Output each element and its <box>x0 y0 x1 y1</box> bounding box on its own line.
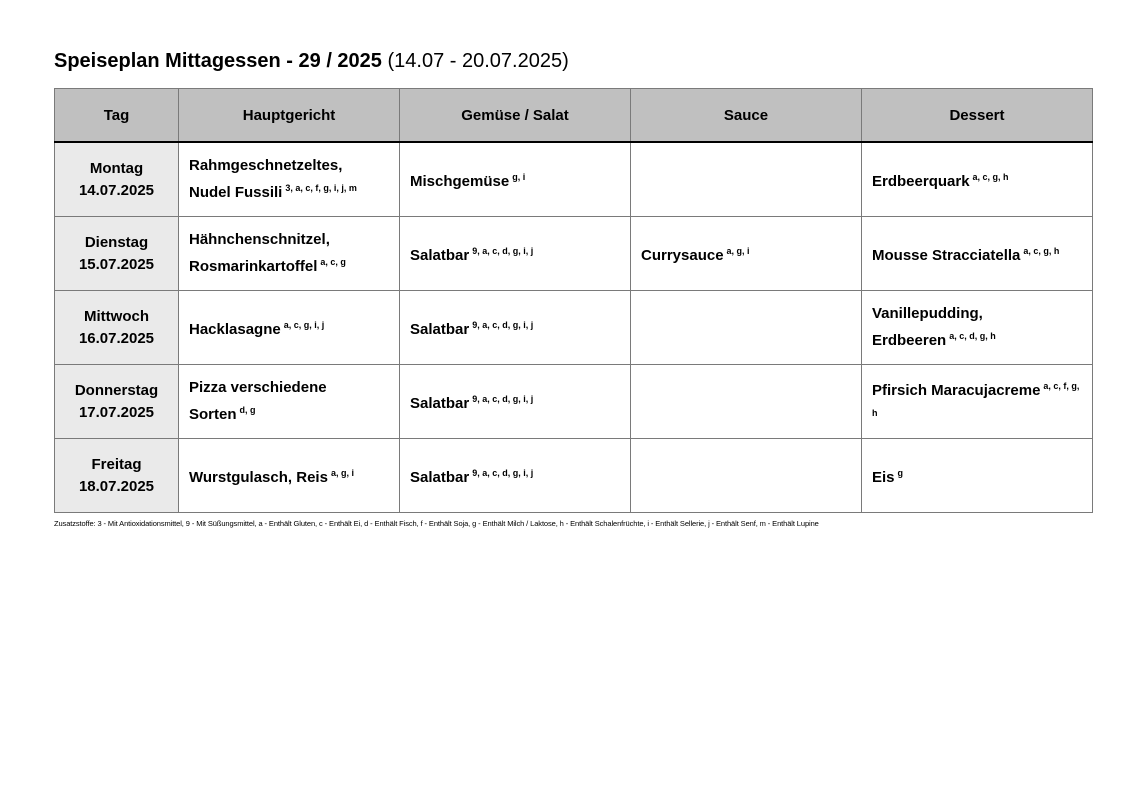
dessert-line1: Eis <box>872 469 895 486</box>
additives-footnote: Zusatzstoffe: 3 - Mit Antioxidationsmittel, 9 - Mit Süßungsmittel, a - Enthält Gluten, c - Enthält Ei, d - Enthält Fisch, f - Enthält Soja, g - Enthält Milch / Laktose, h - Enthält Schalenfrüchte, i - Enthält Sellerie, j - Enthält Senf, m - Enthält Lupine <box>54 519 819 528</box>
main-dish-line1: Hähnchenschnitzel, <box>189 231 330 248</box>
sauce-cell <box>631 217 862 291</box>
sauce-name: Currysauce <box>641 247 724 264</box>
main-dish-line1: Wurstgulasch, Reis <box>189 469 328 486</box>
day-cell <box>55 291 179 365</box>
vegetable-allergens: g, i <box>512 172 526 182</box>
vegetable-cell <box>400 365 631 439</box>
dessert-cell <box>862 365 1093 439</box>
dessert-allergens: g <box>897 468 904 478</box>
table-row <box>55 217 1093 291</box>
day-cell <box>55 142 179 217</box>
day-cell <box>55 439 179 513</box>
table-row <box>55 291 1093 365</box>
title-main: Speiseplan Mittagessen - 29 / 2025 <box>54 50 382 72</box>
title-date-range: (14.07 - 20.07.2025) <box>387 50 569 72</box>
sauce-allergens: a, g, i <box>726 246 750 256</box>
vegetable-allergens: 9, a, c, d, g, i, j <box>472 320 534 330</box>
day-date: 17.07.2025 <box>78 403 155 421</box>
main-dish-line2: Rosmarinkartoffel <box>189 258 318 275</box>
vegetable-cell <box>400 439 631 513</box>
day-name: Montag <box>89 159 144 177</box>
dessert-cell <box>862 291 1093 365</box>
vegetable-name: Salatbar <box>410 247 470 264</box>
dessert-line1: Erdbeerquark <box>872 173 970 190</box>
day-cell <box>55 365 179 439</box>
dessert-line2: Erdbeeren <box>872 332 947 349</box>
table-row <box>55 365 1093 439</box>
main-dish-line2: Sorten <box>189 406 237 423</box>
vegetable-allergens: 9, a, c, d, g, i, j <box>472 246 534 256</box>
day-name: Freitag <box>91 455 142 473</box>
vegetable-cell <box>400 291 631 365</box>
vegetable-cell <box>400 217 631 291</box>
header-row <box>55 89 1093 143</box>
day-name: Mittwoch <box>84 307 149 325</box>
main-dish-allergens: a, g, i <box>330 468 354 478</box>
main-dish-line1: Rahmgeschnetzeltes, <box>189 157 343 174</box>
vegetable-name: Mischgemüse <box>410 173 510 190</box>
table-row <box>55 439 1093 513</box>
main-dish-cell <box>179 142 400 217</box>
sauce-cell <box>631 365 862 439</box>
dessert-cell <box>862 217 1093 291</box>
header-hauptgericht: Hauptgericht <box>179 89 400 143</box>
main-dish-line2: Nudel Fussili <box>189 184 283 201</box>
main-dish-allergens: d, g <box>239 405 256 415</box>
dessert-cell <box>862 439 1093 513</box>
vegetable-cell <box>400 142 631 217</box>
dessert-line1: Mousse Stracciatella <box>872 247 1021 264</box>
sauce-cell <box>631 142 862 217</box>
menu-table <box>54 88 1093 513</box>
main-dish-line1: Pizza verschiedene <box>189 379 327 396</box>
vegetable-name: Salatbar <box>410 395 470 412</box>
day-date: 18.07.2025 <box>78 477 155 495</box>
main-dish-allergens: a, c, g, i, j <box>283 320 325 330</box>
header-tag: Tag <box>55 89 179 143</box>
day-date: 14.07.2025 <box>78 181 155 199</box>
main-dish-cell <box>179 291 400 365</box>
dessert-allergens: a, c, g, h <box>972 172 1009 182</box>
vegetable-allergens: 9, a, c, d, g, i, j <box>472 468 534 478</box>
day-date: 16.07.2025 <box>78 329 155 347</box>
day-name: Dienstag <box>84 233 149 251</box>
dessert-line1: Vanillepudding, <box>872 305 983 322</box>
dessert-allergens: a, c, g, h <box>1023 246 1060 256</box>
sauce-cell <box>631 291 862 365</box>
dessert-cell <box>862 142 1093 217</box>
day-cell <box>55 217 179 291</box>
dessert-allergens: a, c, f, g, h <box>872 380 1080 418</box>
main-dish-cell <box>179 439 400 513</box>
day-name: Donnerstag <box>74 381 159 399</box>
header-sauce: Sauce <box>631 89 862 143</box>
page-title <box>54 50 569 73</box>
main-dish-line1: Hacklasagne <box>189 321 281 338</box>
day-date: 15.07.2025 <box>78 255 155 273</box>
table-row <box>55 142 1093 217</box>
vegetable-name: Salatbar <box>410 321 470 338</box>
main-dish-cell <box>179 217 400 291</box>
vegetable-allergens: 9, a, c, d, g, i, j <box>472 394 534 404</box>
header-dessert: Dessert <box>862 89 1093 143</box>
sauce-cell <box>631 439 862 513</box>
dessert-line1: Pfirsich Maracujacreme <box>872 381 1041 399</box>
main-dish-allergens: a, c, g <box>320 257 346 267</box>
main-dish-allergens: 3, a, c, f, g, i, j, m <box>285 183 357 193</box>
vegetable-name: Salatbar <box>410 469 470 486</box>
header-gemuese-salat: Gemüse / Salat <box>400 89 631 143</box>
dessert-allergens: a, c, d, g, h <box>949 331 996 341</box>
main-dish-cell <box>179 365 400 439</box>
